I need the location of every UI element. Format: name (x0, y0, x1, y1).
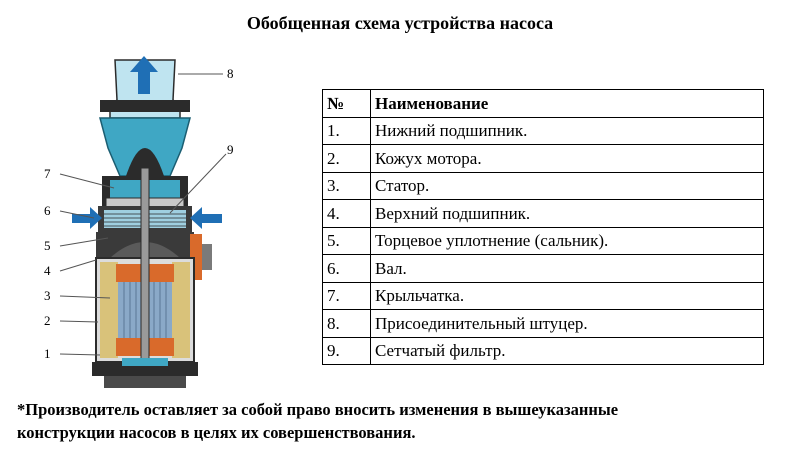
parts-table (322, 89, 764, 365)
callout-7: 7 (44, 166, 51, 181)
callout-3: 3 (44, 288, 51, 303)
row-name: Верхний подшипник. (371, 200, 764, 228)
footnote-line-1: *Производитель оставляет за собой право вносить изменения в вышеуказанные (17, 400, 619, 419)
row-number: 3. (323, 172, 371, 200)
inlet-flow-arrow-left (72, 207, 102, 229)
shaft (141, 168, 149, 364)
row-number: 5. (323, 227, 371, 255)
callout-6: 6 (44, 203, 51, 218)
header-name: Наименование (371, 90, 764, 118)
inlet-flow-arrow-right (190, 207, 222, 229)
row-number: 4. (323, 200, 371, 228)
pump-diagram (30, 48, 280, 398)
row-name: Нижний подшипник. (371, 117, 764, 145)
table-row (323, 172, 764, 200)
table-row (323, 310, 764, 338)
table-row (323, 145, 764, 173)
row-name: Сетчатый фильтр. (371, 337, 764, 365)
row-name: Статор. (371, 172, 764, 200)
row-number: 7. (323, 282, 371, 310)
footnote-line-2: конструкции насосов в целях их совершенствования. (17, 423, 416, 442)
row-number: 8. (323, 310, 371, 338)
table-row (323, 282, 764, 310)
table-row (323, 227, 764, 255)
row-name: Присоединительный штуцер. (371, 310, 764, 338)
row-name: Кожух мотора. (371, 145, 764, 173)
callout-9: 9 (227, 142, 234, 157)
header-number: № (323, 90, 371, 118)
row-name: Вал. (371, 255, 764, 283)
callout-4: 4 (44, 263, 51, 278)
callout-5: 5 (44, 238, 51, 253)
table-header-row (323, 90, 764, 118)
row-number: 6. (323, 255, 371, 283)
callout-1: 1 (44, 346, 51, 361)
callout-2: 2 (44, 313, 51, 328)
row-name: Крыльчатка. (371, 282, 764, 310)
row-number: 1. (323, 117, 371, 145)
pump-cross-section (30, 48, 280, 398)
table-row (323, 117, 764, 145)
table-row (323, 255, 764, 283)
pump-base (92, 358, 198, 388)
callout-8: 8 (227, 66, 234, 81)
row-number: 9. (323, 337, 371, 365)
table-row (323, 337, 764, 365)
row-name: Торцевое уплотнение (сальник). (371, 227, 764, 255)
row-number: 2. (323, 145, 371, 173)
page-title: Обобщенная схема устройства насоса (246, 13, 554, 33)
table-row (323, 200, 764, 228)
manufacturer-footnote (17, 398, 787, 444)
